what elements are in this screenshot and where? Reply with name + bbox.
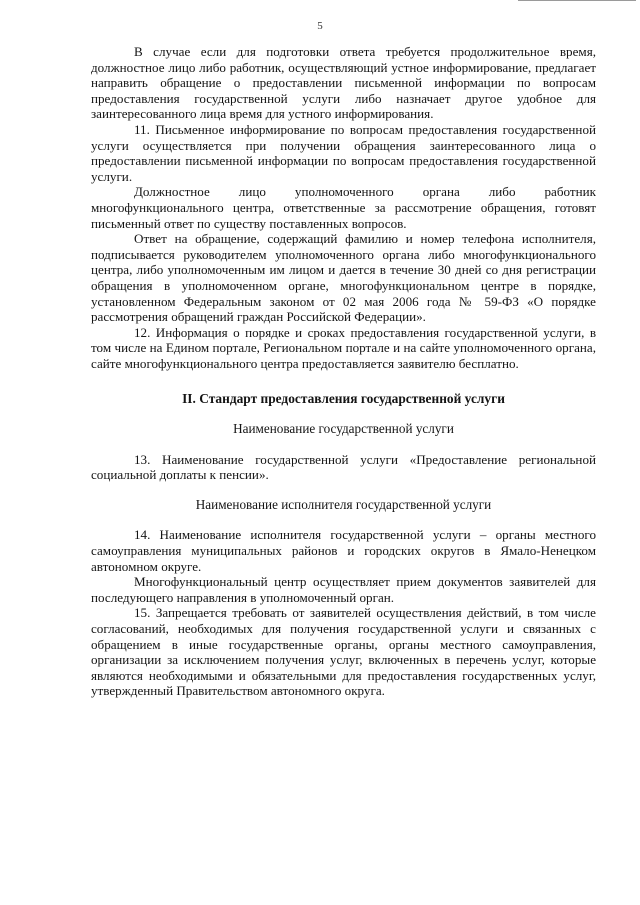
paragraph-11-written-info: 11. Письменное информирование по вопросам предоставления государственной услуги осуществляется при получении обращения заинтересованного лица о предоставлении письменной информации по вопросам предоставления государственной услуги. bbox=[91, 121, 596, 184]
document-body bbox=[91, 44, 596, 699]
page-number: 5 bbox=[317, 20, 323, 32]
paragraph-mfc-documents: Многофункциональный центр осуществляет прием документов заявителей для последующего направления в уполномоченный орган. bbox=[91, 574, 596, 605]
paragraph-15-prohibition: 15. Запрещается требовать от заявителей осуществления действий, в том числе согласований, необходимых для получения государственной услуги и связанных с обращением в иные государственные органы, органы местного самоуправления, организации за исключением получения услуг, включенных в перечень услуг, которые являются необходимыми и обязательными для предоставления государственных услуг, утвержденный Правительством автономного округа. bbox=[91, 605, 596, 699]
paragraph-13-service-name: 13. Наименование государственной услуги «Предоставление региональной социальной доплаты к пенсии». bbox=[91, 451, 596, 483]
heading-service-name: Наименование государственной услуги bbox=[233, 421, 454, 437]
paragraph-oral-info-followup: В случае если для подготовки ответа требуется продолжительное время, должностное лицо либо работник, осуществляющий устное информирование, предлагает направить обращение о предоставлении письменной информации по вопросам предоставления государственной услуги либо назначает другое удобное для заинтересованного лица время для устного информирования. bbox=[91, 44, 596, 122]
paragraph-responsible-official: Должностное лицо уполномоченного органа либо работник многофункционального центра, ответственные за рассмотрение обращения, готовят письменный ответ по существу поставленных вопросов. bbox=[91, 184, 596, 231]
paragraph-12-free-info: 12. Информация о порядке и сроках предоставления государственной услуги, в том числе на Едином портале, Региональном портале и на сайте уполномоченного органа, сайте многофункционального центра предоставляется заявителю бесплатно. bbox=[91, 324, 596, 371]
paragraph-response-signing: Ответ на обращение, содержащий фамилию и номер телефона исполнителя, подписывается руководителем уполномоченного органа либо многофункционального центра, либо уполномоченным им лицом и дается в течение 30 дней со дня регистрации обращения в уполномоченном органе, многофункциональном центре в порядке, установленном Федеральным законом от 02 мая 2006 года № 59-ФЗ «О порядке рассмотрения обращений граждан Российской Федерации». bbox=[91, 231, 596, 325]
paragraph-14-executor: 14. Наименование исполнителя государственной услуги – органы местного самоуправления муниципальных районов и городских округов в Ямало-Ненецком автономном округе. bbox=[91, 527, 596, 574]
heading-executor: Наименование исполнителя государственной услуги bbox=[195, 496, 492, 512]
section-title: II. Стандарт предоставления государственной услуги bbox=[182, 391, 505, 407]
top-edge-rule bbox=[518, 0, 636, 1]
